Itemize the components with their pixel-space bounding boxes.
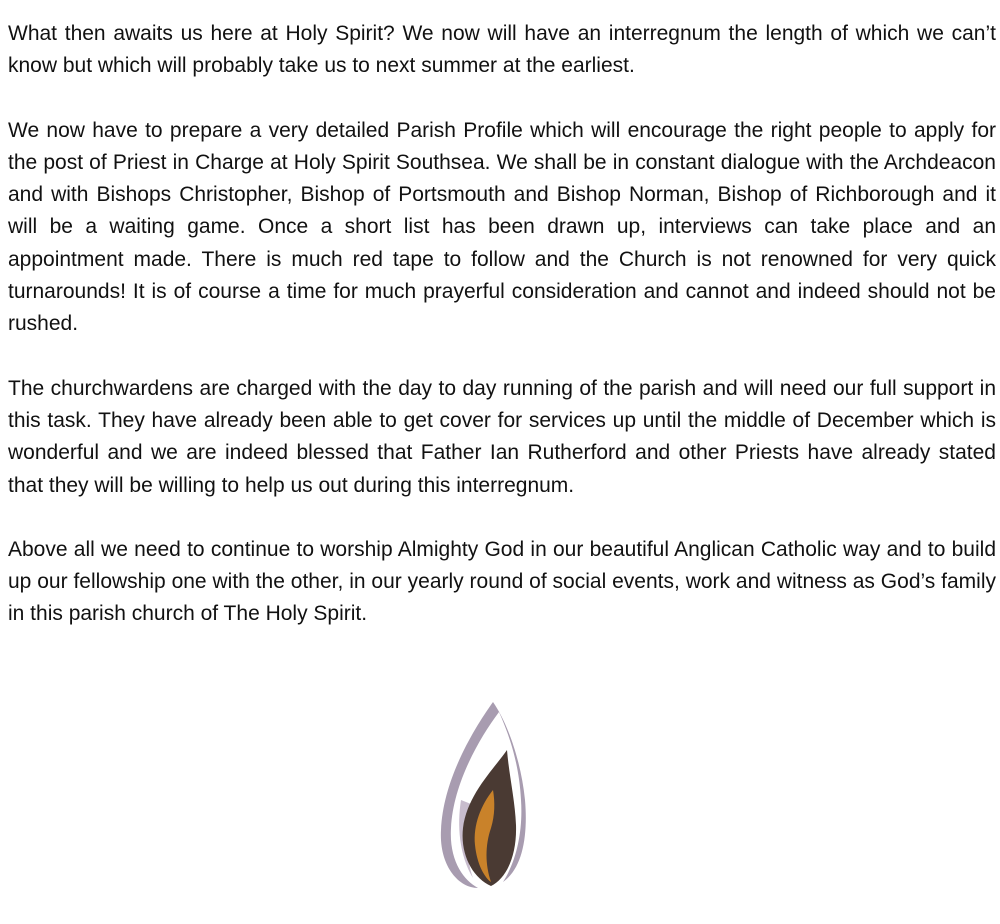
- paragraph-interregnum: What then awaits us here at Holy Spirit? We now will have an interregnum the length of which we can’t know but which will probably take us to next summer at the earliest.: [8, 22, 996, 78]
- paragraph-worship: Above all we need to continue to worship Almighty God in our beautiful Anglican Catholic way and to build up our fellowship one with the other, in our yearly round of social events, work and witness as God’s family in this parish church of The Holy Spirit.: [8, 537, 996, 626]
- flame-logo-icon: [433, 700, 528, 890]
- paragraph-parish-profile: We now have to prepare a very detailed Parish Profile which will encourage the right people to apply for the post of Priest in Charge at Holy Spirit Southsea. We shall be in constant dialogue with the Archdeacon and with Bishops Christopher, Bishop of Portsmouth and Bishop Norman, Bishop of Richborough and it will be a waiting game. Once a short list has been drawn up, interviews can take place and an appointment made. There is much red tape to follow and the Church is not renowned for very quick turnarounds! It is of course a time for much prayerful consideration and cannot and indeed should not be rushed.: [8, 118, 996, 336]
- letter-body: [8, 18, 996, 663]
- paragraph-churchwardens: The churchwardens are charged with the day to day running of the parish and will need our full support in this task. They have already been able to get cover for services up until the middle of December which is wonderful and we are indeed blessed that Father Ian Rutherford and other Priests have already stated that they will be willing to help us out during this interregnum.: [8, 376, 996, 497]
